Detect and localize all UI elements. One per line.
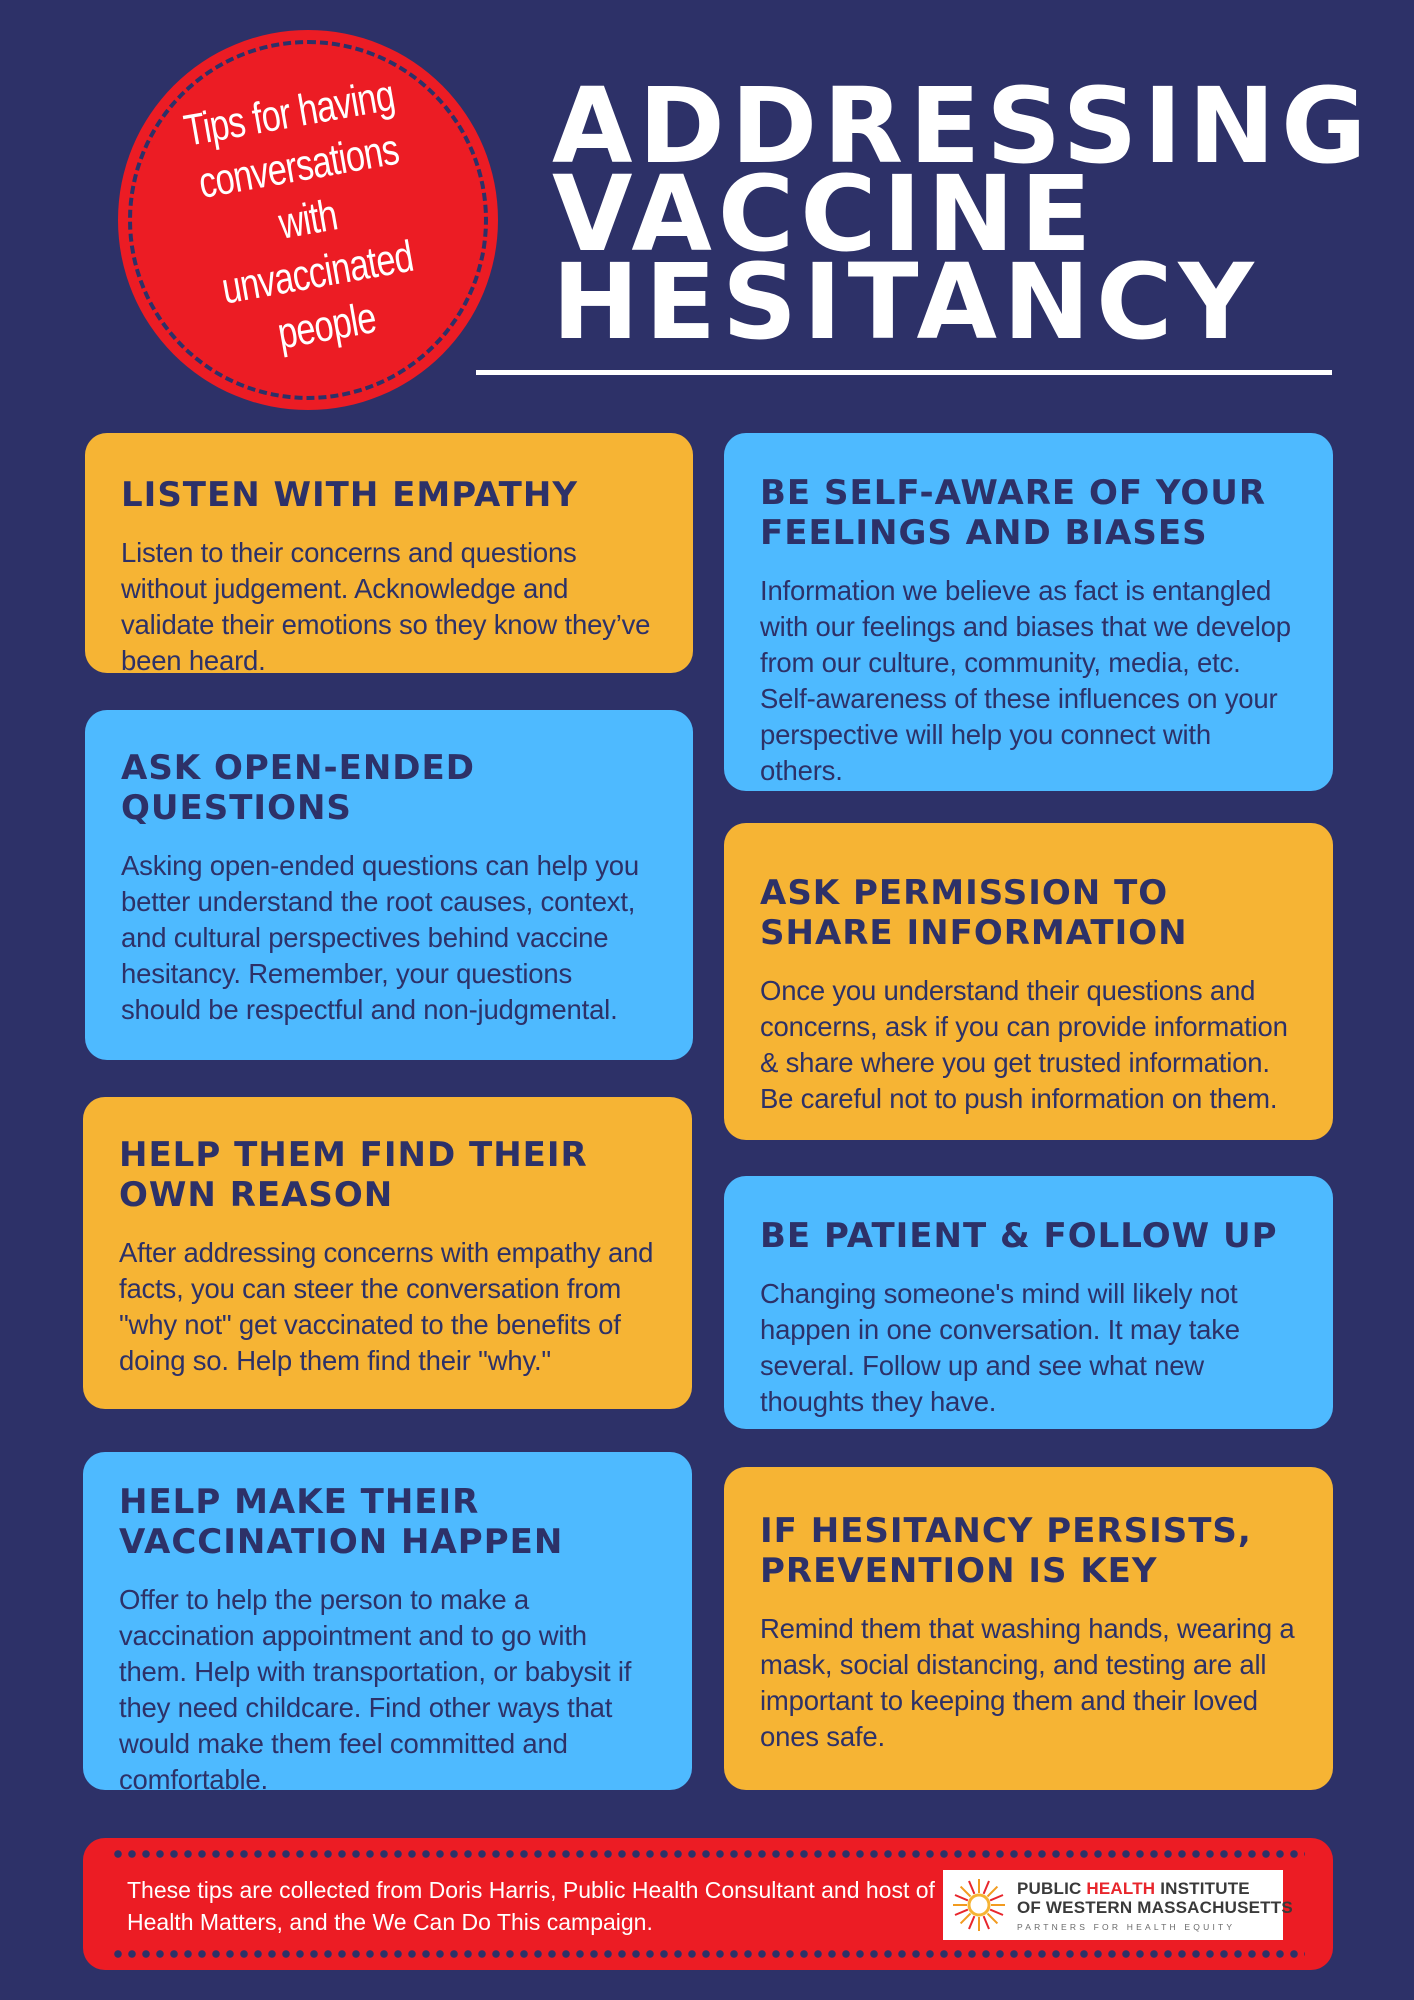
card-ask-permission (724, 823, 1333, 1140)
logo-line-2: OF WESTERN MASSACHUSETTS (1017, 1897, 1293, 1917)
card-body: After addressing concerns with empathy and facts, you can steer the conversation from "why not" get vaccinated to the benefits of doing so. Help them find their "why." (119, 1237, 654, 1376)
card-ask-open-ended-questions (85, 710, 693, 1060)
card-body: Asking open-ended questions can help you better understand the root causes, context, and cultural perspectives behind vaccine hesitancy. Remember, your questions should be respectful and non-judgmental. (121, 850, 639, 1025)
card-heading: IF HESITANCY PERSISTS, PREVENTION IS KEY (760, 1511, 1252, 1591)
title-line-2: VACCINE (552, 153, 1098, 275)
card-heading: ASK PERMISSION TO SHARE INFORMATION (760, 873, 1188, 953)
card-prevention-is-key (724, 1467, 1333, 1790)
logo-line-1: PUBLIC HEALTH INSTITUTE (1017, 1878, 1250, 1898)
sunburst-icon (951, 1877, 1007, 1933)
card-be-patient-follow-up (724, 1176, 1333, 1429)
dotted-border-top (111, 1850, 1305, 1858)
footer-credit-text: These tips are collected from Doris Harris, Public Health Consultant and host of Health Matters, and the We Can Do This campaign. (127, 1877, 935, 1935)
logo-text (1017, 1879, 1293, 1932)
page-title (552, 65, 1373, 363)
card-help-make-their-vaccination-happen (83, 1452, 692, 1795)
card-heading: BE PATIENT & FOLLOW UP (760, 1216, 1278, 1256)
card-heading: LISTEN WITH EMPATHY (121, 475, 578, 515)
title-line-1: ADDRESSING (552, 65, 1373, 187)
logo-tagline: PARTNERS FOR HEALTH EQUITY (1017, 1921, 1236, 1932)
badge-text: Tips for having conversations with unvaccinated people (180, 70, 417, 359)
phi-logo (943, 1870, 1293, 1940)
tips-badge (118, 30, 498, 410)
card-heading: ASK OPEN-ENDED QUESTIONS (121, 748, 475, 828)
card-body: Offer to help the person to make a vaccination appointment and to go with them. Help with transportation, or babysit if they need childcare. Find other ways that would make them feel committed and comfortable. (119, 1584, 632, 1795)
card-help-them-find-their-own-reason (83, 1097, 692, 1409)
card-be-self-aware (724, 433, 1333, 791)
title-line-3: HESITANCY (552, 241, 1260, 363)
dotted-border-bottom (111, 1950, 1305, 1958)
card-heading: BE SELF-AWARE OF YOUR FEELINGS AND BIASES (760, 473, 1267, 553)
title-divider (476, 370, 1332, 375)
card-body: Remind them that washing hands, wearing a mask, social distancing, and testing are all important to keeping them and their loved ones safe. (760, 1613, 1295, 1752)
footer-banner (83, 1838, 1333, 1970)
card-heading: HELP MAKE THEIR VACCINATION HAPPEN (119, 1482, 564, 1562)
card-body: Once you understand their questions and concerns, ask if you can provide information & share where you get trusted information. Be careful not to push information on them. (760, 975, 1288, 1114)
card-body: Changing someone's mind will likely not happen in one conversation. It may take several. Follow up and see what new thoughts they have. (760, 1278, 1240, 1417)
card-listen-with-empathy (85, 433, 693, 676)
card-body: Listen to their concerns and questions without judgement. Acknowledge and validate their emotions so they know they’ve been heard. (121, 537, 651, 676)
card-heading: HELP THEM FIND THEIR OWN REASON (119, 1135, 588, 1215)
card-body: Information we believe as fact is entangled with our feelings and biases that we develop from our culture, community, media, etc. Self-awareness of these influences on your perspective will help you connect with others. (760, 575, 1291, 786)
